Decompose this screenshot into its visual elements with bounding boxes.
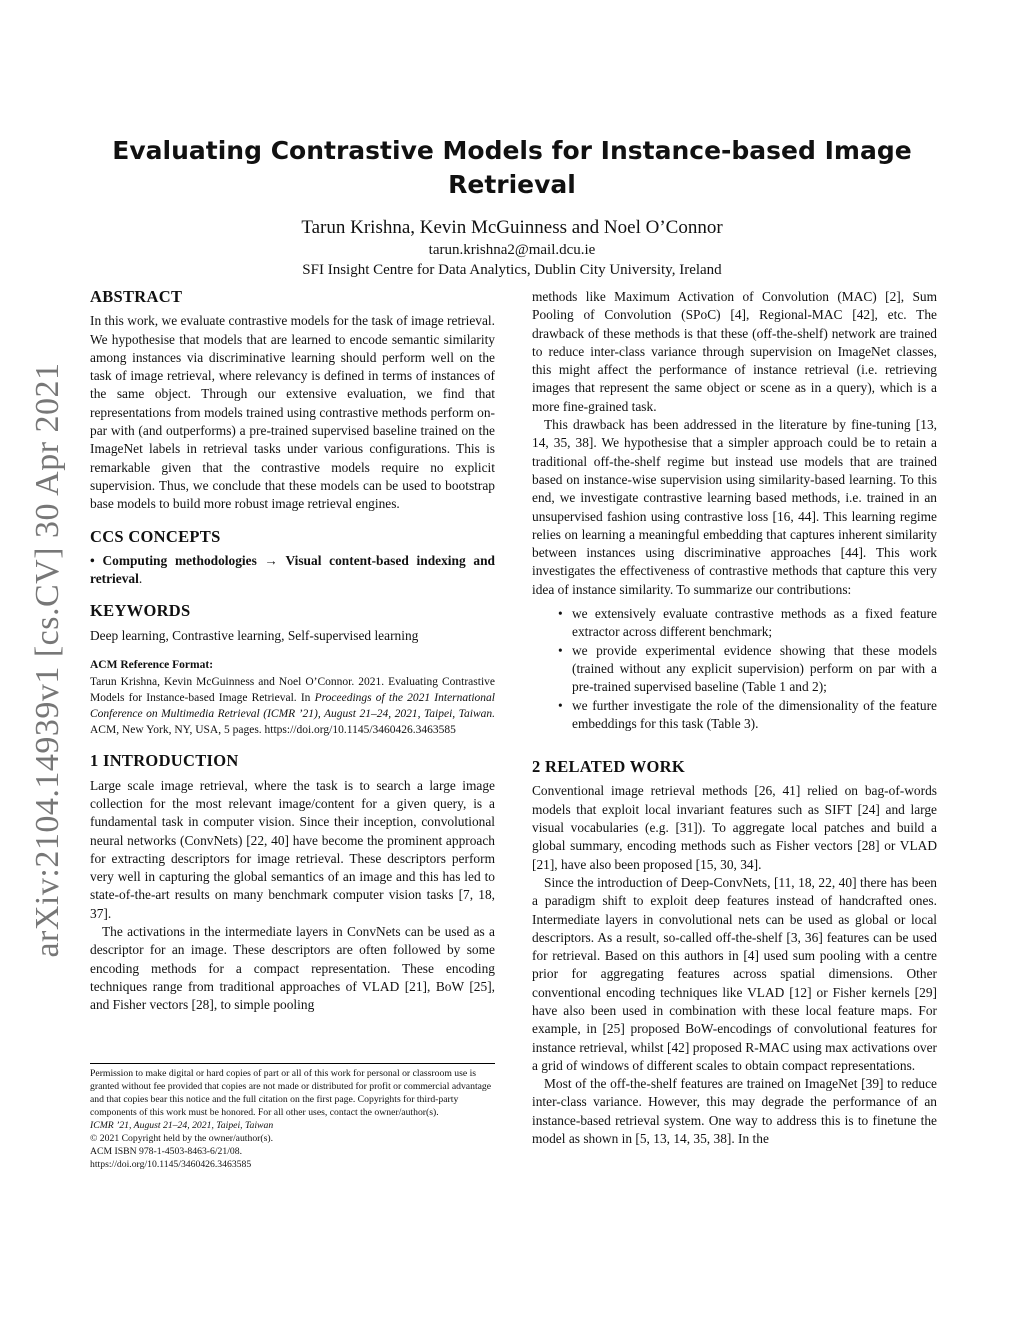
keywords-heading: KEYWORDS xyxy=(90,601,191,621)
list-item: • we extensively evaluate contrastive methods as a fixed feature extractor across different benchmark; xyxy=(572,605,937,642)
introduction-heading: 1 INTRODUCTION xyxy=(90,751,239,771)
acm-reference-authors: Tarun Krishna, Kevin McGuinness and Noel O’Connor. 2021. Evaluating Contrastive Models for Instance-based Image Retrieval. In xyxy=(90,676,495,705)
ccs-concept-text: • Computing methodologies → Visual content-based indexing and retrieval xyxy=(90,552,495,587)
right-paragraph-2: This drawback has been addressed in the literature by fine-tuning [13, 14, 35, 38]. We hypothesise that a simpler approach could be to retain a traditional off-the-shelf regime but instead use models that are trained based on instance-wise supervision using similarity-based learning. To this end, we investigate contrastive learning based methods, i.e. trained in an unsupervised fashion using contrastive loss [16, 44]. This learning regime relies on learning a meaningful embedding that captures inherent similarity between instances using discriminative approaches [44]. This work investigates the effectiveness of contrastive methods that capture this very idea of instance similarity. To summarize our contributions: xyxy=(532,417,937,597)
keywords-text: Deep learning, Contrastive learning, Self-supervised learning xyxy=(90,627,419,643)
contributions-list xyxy=(532,605,937,733)
copyright-text: © 2021 Copyright held by the owner/author(s). xyxy=(90,1133,274,1144)
acm-reference-tail: ACM, New York, NY, USA, 5 pages. https://doi.org/10.1145/3460426.3463585 xyxy=(90,724,456,737)
author-affiliation: SFI Insight Centre for Data Analytics, Dublin City University, Ireland xyxy=(302,262,722,278)
title-line-2: Retrieval xyxy=(448,170,576,199)
related-paragraph-3: Most of the off-the-shelf features are trained on ImageNet [39] to reduce inter-class variance. However, this may degrade the performance of an instance-based retrieval system. One way to address this is to finetune the model as shown in [5, 13, 14, 35, 38]. In the xyxy=(532,1076,937,1147)
acm-reference-text xyxy=(90,674,495,738)
acm-reference-proceedings: Proceedings of the 2021 International Conference on Multimedia Retrieval (ICMR ’21), August 21–24, 2021, Taipei, Taiwan. xyxy=(90,692,495,721)
arxiv-sidebar-stamp xyxy=(28,340,68,980)
venue-text xyxy=(90,1119,495,1132)
introduction-paragraph-1: Large scale image retrieval, where the task is to search a large image collection for the most relevant image/content for a given query, is a fundamental task in computer vision. Since their inception, convolutional neural networks (ConvNets) [22, 40] have become the prominent approach for extracting descriptors for image retrieval. These descriptors perform very well in capturing the global semantics of an image and this has led to state-of-the-art results on many benchmark computer vision tasks [7, 18, 37]. xyxy=(90,777,495,921)
isbn-text: ACM ISBN 978-1-4503-8463-6/21/08. xyxy=(90,1146,243,1157)
related-paragraph-2: Since the introduction of Deep-ConvNets, [11, 18, 22, 40] there has been a paradigm shift to exploit deep features instead of handcrafted ones. Intermediate layers in convolutional nets can be used as global or local descriptors. As a result, so-called off-the-shelf [3, 36] features can be used for retrieval. Based on this authors in [4] used sum pooling with a centre prior for aggregating features across spatial dimensions. Other conventional encoding techniques like VLAD [12] or Fisher kernels [29] have also been used in combination with these local feature maps. For example, in [25] proposed BoW-encodings of convolutional features for instance retrieval, whilst [42] proposed R-MAC using max activations over a grid of windows of different scales to obtain compact representations. xyxy=(532,874,937,1073)
ccs-period: . xyxy=(138,571,143,587)
author-list: Tarun Krishna, Kevin McGuinness and Noel O’Connor xyxy=(301,217,723,238)
list-item: • we provide experimental evidence showing that these models (trained without any explicit supervision) perform on par with a pre-trained supervised baseline (Table 1 and 2); xyxy=(572,642,937,697)
doi-link[interactable]: https://doi.org/10.1145/3460426.3463585 xyxy=(90,1159,252,1170)
acm-reference-heading: ACM Reference Format: xyxy=(90,659,214,672)
permission-footnote xyxy=(90,1063,495,1171)
right-column xyxy=(532,288,937,1148)
left-column xyxy=(90,288,495,1015)
arxiv-identifier: arXiv:2104.14939v1 [cs.CV] 30 Apr 2021 xyxy=(29,362,66,958)
abstract-text: In this work, we evaluate contrastive models for the task of image retrieval. We hypothesise that models that are learned to encode semantic similarity among instances via discriminative learning should perform well on the task of image retrieval, where relevancy is defined in terms of instances of the same object. Through our extensive evaluation, we find that representations from models trained using contrastive methods perform on-par with (and outperforms) a pre-trained supervised baseline trained on the ImageNet labels in retrieval tasks under various configurations. This is remarkable given that the contrastive models require no explicit supervision. Thus, we conclude that these models can be used to bootstrap base models to build more robust image retrieval engines. xyxy=(90,313,495,512)
right-paragraph-1: methods like Maximum Activation of Convolution (MAC) [2], Sum Pooling of Convolution (SPoC) [4], Regional-MAC [42], etc. The drawback of these methods is that these (off-the-shelf) network are trained to reduce inter-class variance through supervision on ImageNet classes, this might affect the performance of instance retrieval (i.e. retrieving images that represent the same object or scene as in a query), which is a more fine-grained task. xyxy=(532,289,937,414)
introduction-paragraph-2: The activations in the intermediate layers in ConvNets can be used as a descriptor for an image. These descriptors are often followed by some encoding methods for a compact representation. These encoding techniques range from traditional approaches of VLAD [21], BoW [25], and Fisher vectors [28], to simple pooling xyxy=(90,924,495,1013)
paper-header xyxy=(90,134,934,280)
abstract-heading: ABSTRACT xyxy=(90,287,183,306)
paper-title xyxy=(90,134,934,202)
venue-italic: ICMR ’21, August 21–24, 2021, Taipei, Taiwan xyxy=(90,1120,274,1131)
permission-text: Permission to make digital or hard copies of part or all of this work for personal or classroom use is granted without fee provided that copies are not made or distributed for profit or commercial advantage and that copies bear this notice and the full citation on the first page. Copyrights for third-party components of this work must be honored. For all other uses, contact the owner/author(s). xyxy=(90,1068,492,1118)
ccs-concepts xyxy=(90,552,495,589)
list-item: • we further investigate the role of the dimensionality of the feature embeddings for this task (Table 3). xyxy=(572,697,937,734)
related-paragraph-1: Conventional image retrieval methods [26, 41] relied on bag-of-words models that exploit local invariant features such as SIFT [24] and large visual vocabularies (e.g. [31]). To aggregate local patches and build a global summary, encoding methods such as Fisher vectors [28] or VLAD [21], have also been proposed [15, 30, 34]. xyxy=(532,783,937,872)
title-line-1: Evaluating Contrastive Models for Instance-based Image xyxy=(112,136,912,165)
related-work-heading: 2 RELATED WORK xyxy=(532,757,686,777)
author-email: tarun.krishna2@mail.dcu.ie xyxy=(428,242,596,258)
ccs-heading: CCS CONCEPTS xyxy=(90,526,221,546)
